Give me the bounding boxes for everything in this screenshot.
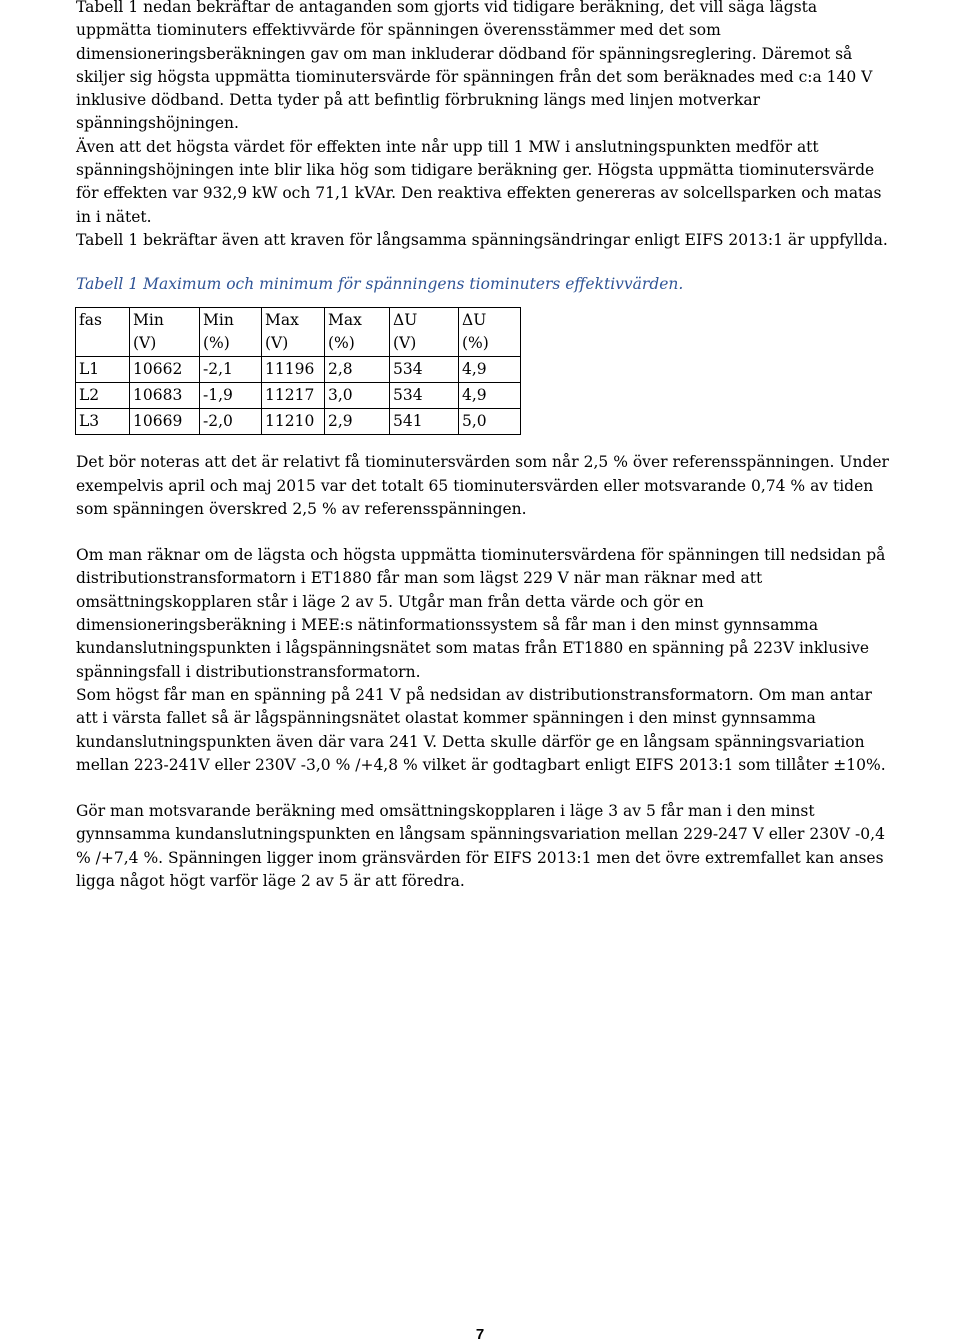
table-caption: Tabell 1 Maximum och minimum för spänningens tiominuters effektivvärden.	[76, 275, 684, 294]
table-cell: 534	[390, 383, 459, 409]
header-delta-u-pct: ΔU (%)	[459, 308, 521, 357]
calc-paragraph-2: Som högst får man en spänning på 241 V på nedsidan av distributionstransformatorn. Om man antar att i värsta fallet så är lågspänningsnätet olastat kommer spänningen i den minst gynnsamma kundanslutningspunkten även där vara 241 V. Detta skulle därför ge en långsam spänningsvariation mellan 223-241V eller 230V -3,0 % /+4,8 % vilket är godtagbart enligt EIFS 2013:1 som tillåter ±10%.	[76, 685, 886, 774]
table-cell: -2,0	[200, 409, 262, 435]
table-row	[76, 383, 521, 409]
table-cell: 11210	[262, 409, 325, 435]
header-min-pct: Min (%)	[200, 308, 262, 357]
calc-paragraph-1: Om man räknar om de lägsta och högsta uppmätta tiominutersvärdena för spänningen till nedsidan på distributionstransformatorn i ET1880 får man som lägst 229 V när man räknar med att omsättningskopplaren står i läge 2 av 5. Utgår man från detta värde och gör en dimensioneringsberäkning i MEE:s nätinformationssystem så får man i den minst gynnsamma kundanslutningspunkten i lågspänningsnätet som matas från ET1880 en spänning på 223V inklusive spänningsfall i distributionstransformatorn.	[76, 546, 886, 681]
table-cell: 2,8	[325, 357, 390, 383]
intro-paragraph-1: Tabell 1 nedan bekräftar de antaganden som gjorts vid tidigare beräkning, det vill säga lägsta uppmätta tiominuters effektivvärde för spänningen överensstämmer med det som dimensioneringsberäkningen gav om man inkluderar dödband för spänningsreglering. Däremot så skiljer sig högsta uppmätta tiominutersvärde för spänningen från det som beräknades med c:a 140 V inklusive dödband. Detta tyder på att befintlig förbrukning längs med linjen motverkar spänningshöjningen.	[76, 0, 873, 133]
header-max-v: Max (V)	[262, 308, 325, 357]
after-table-paragraph: Det bör noteras att det är relativt få tiominutersvärden som når 2,5 % över referensspänningen. Under exempelvis april och maj 2015 var det totalt 65 tiominutersvärden eller motsvarande 0,74 % av tiden som spänningen överskred 2,5 % av referensspänningen.	[76, 453, 889, 518]
table-cell: -1,9	[200, 383, 262, 409]
table-row	[76, 357, 521, 383]
table-cell: 10662	[130, 357, 200, 383]
table-cell: L3	[76, 409, 130, 435]
intro-paragraph-2: Även att det högsta värdet för effekten inte når upp till 1 MW i anslutningspunkten medför att spänningshöjningen inte blir lika hög som tidigare beräkning ger. Högsta uppmätta tiominutersvärde för effekten var 932,9 kW och 71,1 kVAr. Den reaktiva effekten genereras av solcellsparken och matas in i nätet.	[76, 137, 882, 226]
table-row	[76, 409, 521, 435]
document-page	[76, 0, 896, 893]
table-cell: 541	[390, 409, 459, 435]
table-cell: 10669	[130, 409, 200, 435]
header-delta-u-v: ΔU (V)	[390, 308, 459, 357]
table-header-row	[76, 308, 521, 357]
table-cell: 5,0	[459, 409, 521, 435]
header-max-pct: Max (%)	[325, 308, 390, 357]
table-cell: 11217	[262, 383, 325, 409]
intro-paragraph-3: Tabell 1 bekräftar även att kraven för långsamma spänningsändringar enligt EIFS 2013:1 är uppfyllda.	[76, 230, 888, 249]
table-cell: 3,0	[325, 383, 390, 409]
table-cell: L1	[76, 357, 130, 383]
table-cell: 4,9	[459, 357, 521, 383]
table-cell: L2	[76, 383, 130, 409]
page-number: 7	[475, 1326, 485, 1343]
table-cell: 10683	[130, 383, 200, 409]
final-paragraph: Gör man motsvarande beräkning med omsättningskopplaren i läge 3 av 5 får man i den minst gynnsamma kundanslutningspunkten en långsam spänningsvariation mellan 229-247 V eller 230V -0,4 % /+7,4 %. Spänningen ligger inom gränsvärden för EIFS 2013:1 men det övre extremfallet kan anses ligga något högt varför läge 2 av 5 är att föredra.	[76, 802, 885, 891]
header-fas: fas	[76, 308, 130, 357]
table-cell: -2,1	[200, 357, 262, 383]
header-min-v: Min (V)	[130, 308, 200, 357]
voltage-table	[75, 307, 521, 435]
table-cell: 534	[390, 357, 459, 383]
table-cell: 4,9	[459, 383, 521, 409]
table-cell: 11196	[262, 357, 325, 383]
table-cell: 2,9	[325, 409, 390, 435]
